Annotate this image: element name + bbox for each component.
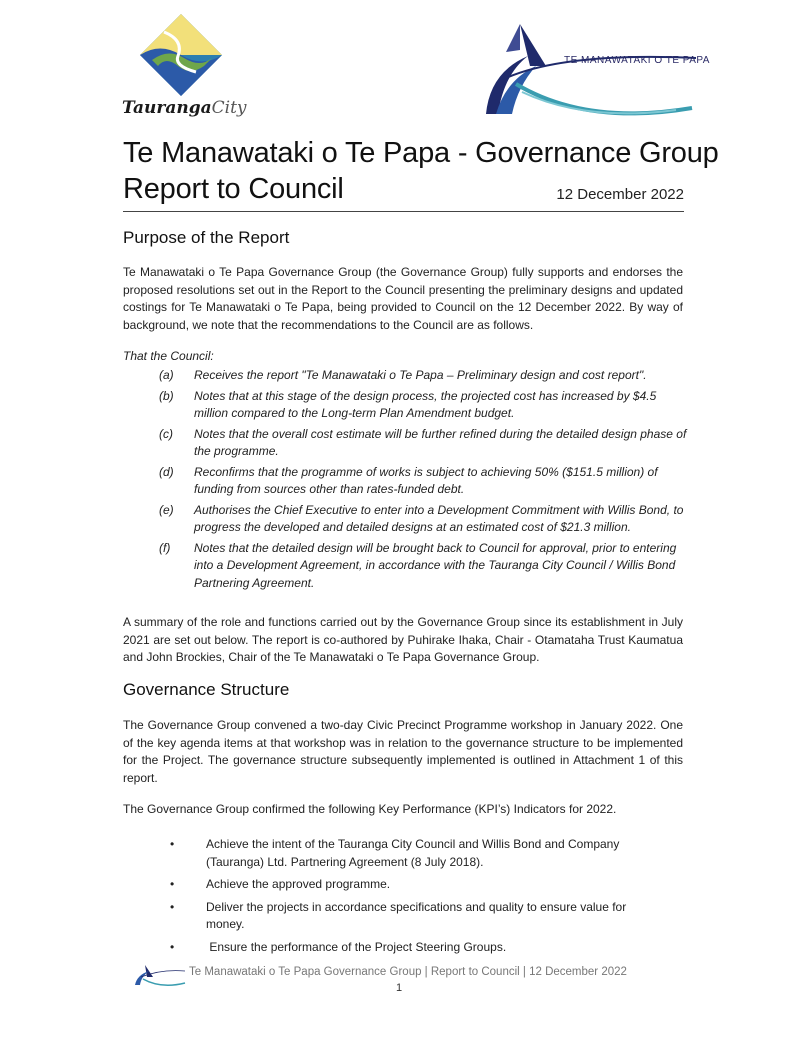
resolution-letter: (e)	[159, 502, 174, 517]
resolution-text: Authorises the Chief Executive to enter into a Development Commitment with Willis Bond, to progress the developed and detailed designs at an estimated cost of $21.3 million.	[194, 502, 684, 534]
resolution-item	[123, 464, 693, 499]
resolution-letter: (b)	[159, 388, 174, 403]
resolution-letter: (c)	[159, 426, 173, 441]
page-subtitle: Report to Council	[123, 173, 344, 205]
resolution-letter: (a)	[159, 368, 174, 382]
kpi-text: Achieve the intent of the Tauranga City Council and Willis Bond and Company (Tauranga) Ltd. Partnering Agreement (8 July 2018).	[206, 837, 620, 869]
kpi-text: Deliver the projects in accordance specifications and quality to ensure value for money.	[206, 899, 627, 931]
summary-paragraph: A summary of the role and functions carried out by the Governance Group since its establishment in July 2021 are set out below. The report is co-authored by Puhirake Ihaka, Chair - Otamataha Trust Kaumatua and John Brockies, Chair of the Te Manawataki o Te Papa Governance Group.	[123, 615, 683, 664]
footer-logo-icon	[133, 963, 187, 987]
resolution-text: Reconfirms that the programme of works is subject to achieving 50% ($151.5 million) of funding from sources other than rates-funded debt.	[194, 464, 658, 496]
logo-text: TE MANAWATAKI O TE PAPA	[564, 55, 710, 66]
footer-text: Te Manawataki o Te Papa Governance Group | Report to Council | 12 December 2022	[189, 966, 627, 978]
bullet-icon: •	[170, 939, 175, 954]
resolution-item	[123, 426, 693, 461]
logo-word-city: City	[211, 98, 247, 118]
purpose-paragraph: Te Manawataki o Te Papa Governance Group (the Governance Group) fully supports and endorses the proposed resolutions set out in the Report to the Council presenting the preliminary designs and updated costings for Te Manawataki o Te Papa, being provided to Council on the 12 December 2022. By way of background, we note that the recommendations to the Council are as follows.	[123, 265, 683, 332]
resolutions-intro: That the Council:	[123, 349, 214, 363]
governance-paragraph: The Governance Group convened a two-day Civic Precinct Programme workshop in January 2022. One of the key agenda items at that workshop was in relation to the governance structure to be implemented for the Project. The governance structure subsequently implemented is outlined in Attachment 1 of this report.	[123, 718, 683, 785]
kpi-text: Achieve the approved programme.	[206, 877, 391, 891]
kpi-intro-paragraph: The Governance Group confirmed the following Key Performance (KPI’s) Indicators for 2022.	[123, 802, 617, 816]
page-footer	[133, 963, 633, 993]
logo-word-tauranga: Tauranga	[122, 98, 212, 118]
tauranga-city-logo	[122, 12, 247, 120]
resolution-text: Notes that the detailed design will be brought back to Council for approval, prior to entering into a Development Agreement, in accordance with the Tauranga City Council / Willis Bond Partnering Agreement.	[194, 540, 677, 590]
bullet-icon: •	[170, 877, 175, 891]
resolution-letter: (f)	[159, 540, 171, 555]
resolution-item	[123, 502, 693, 537]
page-title: Te Manawataki o Te Papa - Governance Group	[123, 137, 719, 169]
purpose-heading: Purpose of the Report	[123, 228, 290, 247]
resolution-text: Notes that at this stage of the design process, the projected cost has increased by $4.5 million compared to the Long-term Plan Amendment budget.	[194, 388, 657, 420]
kpi-text: Ensure the performance of the Project Steering Groups.	[206, 939, 507, 954]
governance-heading: Governance Structure	[123, 680, 290, 699]
kpi-item	[170, 876, 650, 894]
te-manawataki-mountain-icon	[476, 22, 706, 120]
resolutions-list	[123, 367, 693, 592]
resolution-text: Receives the report "Te Manawataki o Te Papa – Preliminary design and cost report".	[194, 368, 647, 382]
kpi-item	[170, 939, 650, 957]
title-rule	[123, 211, 684, 212]
resolution-item	[123, 540, 693, 593]
resolution-text: Notes that the overall cost estimate will be further refined during the detailed design phase of the programme.	[194, 426, 687, 458]
report-date: 12 December 2022	[556, 186, 684, 203]
kpi-item	[170, 836, 650, 871]
kpi-item	[170, 899, 650, 934]
bullet-icon: •	[170, 899, 175, 914]
tauranga-diamond-icon	[138, 12, 224, 98]
te-manawataki-logo	[476, 22, 710, 120]
resolution-item	[123, 367, 693, 385]
resolution-letter: (d)	[159, 464, 174, 479]
resolution-item	[123, 388, 693, 423]
bullet-icon: •	[170, 837, 175, 851]
kpi-list	[170, 836, 650, 956]
page-number: 1	[396, 982, 403, 994]
